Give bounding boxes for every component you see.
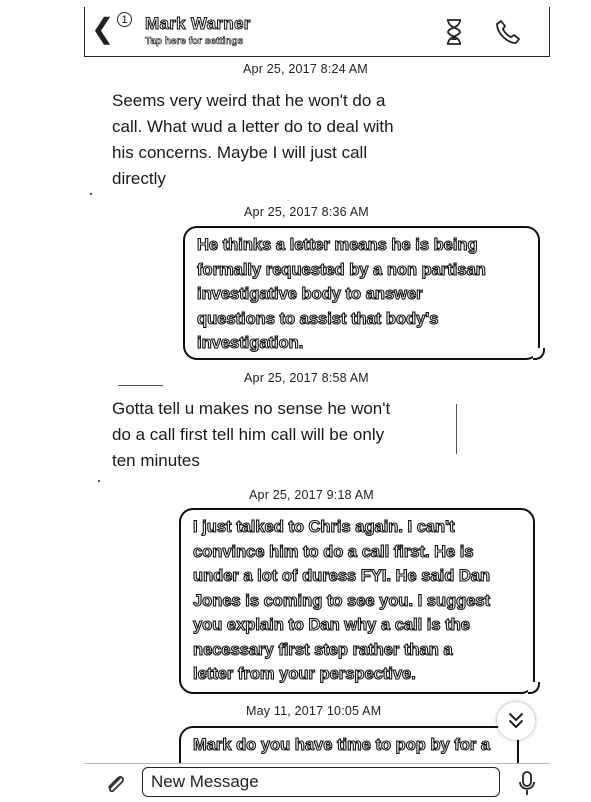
message-timestamp: Apr 25, 2017 8:24 AM: [243, 62, 368, 76]
scroll-to-bottom-button[interactable]: [497, 702, 535, 740]
paperclip-icon[interactable]: [104, 772, 126, 801]
message-line: He thinks a letter means he is being: [197, 236, 478, 254]
chevron-double-down-icon: [506, 711, 526, 731]
message-line: I just talked to Chris again. I can't: [193, 518, 455, 536]
message-line: call. What wud a letter do to deal with: [112, 117, 394, 136]
outgoing-message: [183, 226, 540, 360]
settings-hint[interactable]: Tap here for settings: [145, 36, 244, 47]
contact-name[interactable]: Mark Warner: [145, 14, 251, 33]
message-line: investigative body to answer: [197, 285, 423, 303]
message-timestamp: Apr 25, 2017 8:58 AM: [244, 371, 369, 385]
phone-icon[interactable]: [495, 19, 521, 50]
message-line: Jones is coming to see you. I suggest: [193, 591, 491, 610]
message-line: formally requested by a non partisan: [197, 260, 486, 279]
scan-mark: [118, 385, 163, 386]
message-line: you explain to Dan why a call is the: [193, 616, 470, 634]
outgoing-message: [179, 508, 535, 694]
incoming-message: [112, 88, 394, 192]
message-line: letter from your perspective.: [193, 665, 416, 683]
message-line: investigation.: [197, 334, 304, 352]
message-timestamp: May 11, 2017 10:05 AM: [246, 704, 382, 718]
scan-mark: [90, 193, 92, 195]
scan-mark: [98, 480, 100, 482]
message-line: his concerns. Maybe I will just call: [112, 143, 368, 162]
message-timestamp: Apr 25, 2017 8:36 AM: [244, 205, 369, 219]
message-timestamp: Apr 25, 2017 9:18 AM: [249, 488, 374, 502]
message-line: Mark do you have time to pop by for a: [193, 736, 491, 754]
incoming-message: [112, 396, 390, 474]
message-line: ten minutes: [112, 451, 200, 470]
scan-mark: [456, 404, 457, 454]
unread-badge: 1: [117, 12, 132, 27]
message-line: do a call first tell him call will be only: [112, 425, 385, 444]
hourglass-icon[interactable]: [445, 19, 463, 50]
message-line: necessary first step rather than a: [193, 640, 453, 659]
back-button[interactable]: ❮: [91, 13, 115, 44]
new-message-input[interactable]: [142, 767, 500, 797]
message-line: Gotta tell u makes no sense he won't: [112, 399, 391, 418]
message-line: directly: [112, 169, 166, 188]
outgoing-message: [179, 726, 519, 766]
message-line: questions to assist that body's: [197, 309, 439, 328]
conversation-header: [84, 7, 550, 57]
message-line: Seems very weird that he won't do a: [112, 91, 386, 110]
message-line: convince him to do a call first. He is: [193, 542, 474, 561]
microphone-icon[interactable]: [519, 771, 535, 802]
message-line: under a lot of duress FYI. He said Dan: [193, 567, 491, 585]
